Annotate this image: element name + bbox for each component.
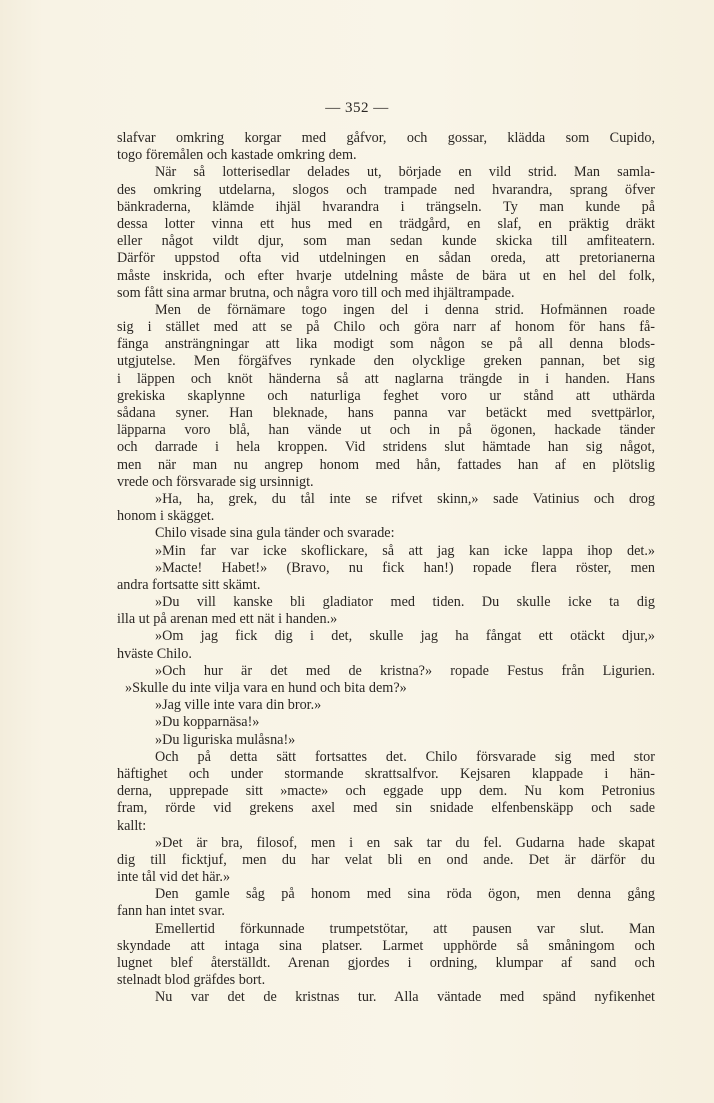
text-line: Och på detta sätt fortsattes det. Chilo försvarade sig med stor — [155, 748, 655, 765]
text-line: häftighet och under stormande skrattsalfvor. Kejsaren klappade i hän- — [117, 765, 655, 782]
text-line: i läppen och knöt händerna så att naglarna trängde in i handen. Hans — [117, 370, 655, 387]
text-line: »Det är bra, filosof, men i en sak tar du fel. Gudarna hade skapat — [155, 834, 655, 851]
text-line: des omkring utdelarna, slogos och trampade ned hvarandra, sprang öfver — [117, 181, 655, 198]
text-line: »Du liguriska mulåsna!» — [155, 731, 296, 748]
page-number: — 352 — — [325, 100, 389, 116]
text-line: Den gamle såg på honom med sina röda ögon, men denna gång — [155, 886, 655, 903]
text-line: togo föremålen och kastade omkring dem. — [117, 147, 357, 164]
text-line: »Om jag fick dig i det, skulle jag ha fångat ett otäckt djur,» — [155, 628, 655, 645]
text-line: Men de förnämare togo ingen del i denna strid. Hofmännen roade — [155, 301, 655, 318]
text-line: sådana syner. Han bleknade, hans panna var betäckt med svettpärlor, — [117, 405, 655, 421]
text-line: läpparna voro blå, han vände ut och in på ögonen, hackade tänder — [117, 422, 655, 439]
text-line: illa ut på arenan med ett nät i handen.» — [117, 611, 338, 628]
text-line: »Min far var icke skoflickare, så att jag kan icke lappa ihop det.» — [155, 542, 655, 559]
text-line: och darrade i hela kroppen. Vid stridens slut hämtade han sig något, — [117, 439, 655, 456]
text-line: derna, upprepade sitt »macte» och eggade upp dem. Nu kom Petronius — [117, 783, 655, 800]
text-line: måste inskrida, och efter hvarje utdelning måste de bära ut en hel del folk, — [117, 267, 655, 284]
text-line: hväste Chilo. — [117, 645, 192, 662]
text-line: bänkraderna, klämde ihjäl hvarandra i trängseln. Ty man kunde på — [117, 198, 655, 215]
text-line: sig i stället med att se på Chilo och göra narr af honom för hans få- — [117, 319, 655, 336]
text-line: När så lotterisedlar delades ut, började en vild strid. Man samla- — [155, 164, 655, 181]
text-line: »Du vill kanske bli gladiator med tiden. Du skulle icke ta dig — [155, 594, 655, 611]
text-line: lugnet blef återställdt. Arenan gjordes i ordning, klumpar af sand och — [117, 955, 655, 971]
text-line: grekiska skaplynne och naturliga feghet voro ur stånd att uthärda — [117, 387, 655, 404]
text-line: fänga ansträngningar att lika modigt som någon se på all denna blods- — [117, 336, 655, 353]
text-line: dessa lotter vinna ett hus med en trädgård, en slaf, en präktig dräkt — [117, 215, 655, 232]
text-line: som fått sina armar brutna, och några voro till och med ihjältrampade. — [117, 284, 515, 301]
text-line: skyndade att intaga sina platser. Larmet upphörde så småningom och — [117, 937, 655, 954]
text-line: dig till ficktjuf, men du har velat bli en ond ande. Det är därför du — [117, 851, 655, 868]
text-line: »Du kopparnäsa!» — [155, 714, 260, 731]
text-line: Därför uppstod ofta vid utdelningen en sådan oreda, att pretorianerna — [117, 250, 655, 267]
text-line: »Jag ville inte vara din bror.» — [155, 697, 322, 714]
text-line: men när man nu angrep honom med hån, fattades han af en plötslig — [117, 456, 655, 473]
text-line: Nu var det de kristnas tur. Alla väntade med spänd nyfikenhet — [155, 989, 655, 1006]
text-line: utgjutelse. Men förgäfves rynkade den olycklige greken pannan, bet sig — [117, 353, 655, 370]
text-line: Emellertid förkunnade trumpetstötar, att pausen var slut. Man — [155, 920, 655, 937]
text-line: honom i skägget. — [117, 508, 215, 525]
text-line: andra fortsatte sitt skämt. — [117, 576, 261, 593]
text-line: vrede och försvarade sig ursinnigt. — [117, 473, 314, 490]
text-line: slafvar omkring korgar med gåfvor, och gossar, klädda som Cupido, — [117, 130, 655, 146]
text-line: »Macte! Habet!» (Bravo, nu fick han!) ropade flera röster, men — [155, 559, 655, 576]
text-line: Chilo visade sina gula tänder och svarade: — [155, 525, 395, 542]
text-line: »Skulle du inte vilja vara en hund och bita dem?» — [125, 680, 407, 696]
text-line: fann han intet svar. — [117, 903, 225, 920]
body-text — [117, 130, 655, 1007]
text-line: eller något vildt djur, som man sedan kunde skicka till amfiteatern. — [117, 233, 655, 250]
text-line: »Och hur är det med de kristna?» ropade Festus från Ligurien. — [155, 662, 655, 679]
text-line: inte tål vid det här.» — [117, 869, 231, 886]
text-line: stelnadt blod gräfdes bort. — [117, 972, 266, 989]
text-line: kallt: — [117, 817, 147, 834]
text-line: »Ha, ha, grek, du tål inte se rifvet skinn,» sade Vatinius och drog — [155, 490, 655, 507]
text-line: fram, rörde vid grekens axel med sin snidade elfenbenskäpp och sade — [117, 800, 655, 817]
